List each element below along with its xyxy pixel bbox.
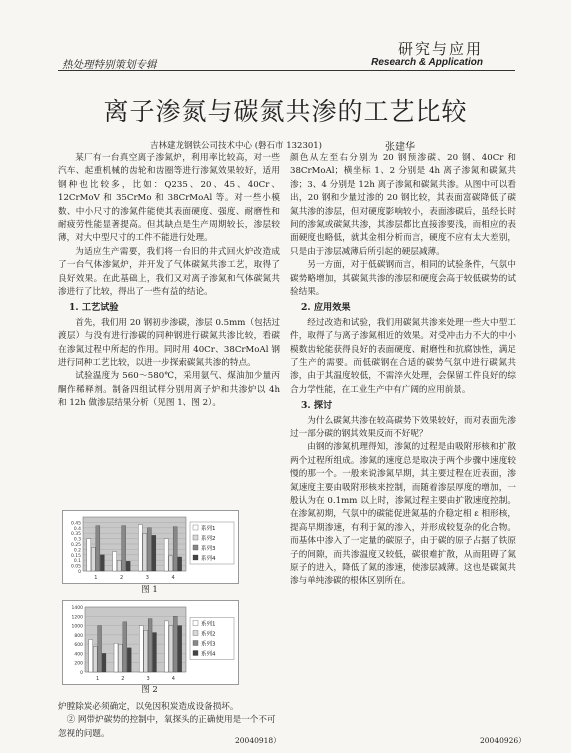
figure-1 [62, 510, 239, 584]
x-tick-label: 3 [145, 575, 149, 581]
bar-系列2 [91, 547, 95, 571]
y-tick-label: 200 [74, 661, 83, 667]
paragraph: ② 网带炉碳势的控制中，氧探头的正确使用是一个不可忽视的问题。 [58, 715, 276, 739]
bar-系列4 [126, 561, 130, 571]
legend-swatch [193, 631, 198, 636]
bar-系列3 [173, 616, 177, 672]
y-tick-label: 800 [74, 633, 83, 639]
header-divider [58, 70, 515, 71]
paragraph: 由钢的渗氮机理得知，渗氮的过程是由吸附形核和扩散两个过程所组成。渗氮的速度总是取决于两个步骤中速度较慢的那一个。一般来说渗氮早期，其主要过程在近表面，渗氮速度主要由吸附形核来控制，而随着渗层厚度的增加，一般认为在 0.1mm 以上时，渗氮过程主要由扩散速度控制。在渗氮初期，气氛中的碳能促进氮基的介稳定相 ε 相形核，提高早期渗速，有利于氮的渗入，并形成较复杂的化合物。而基体中渗入了一定量的碳原子，由于碳的原子占据了铁原子的间隙，而共渗温度又较低，碳很难扩散，从而阻碍了氮原子的进入，降低了氮的渗速，使渗层减薄。这也是碳氮共渗与单纯渗碳的根体区别所在。 [290, 442, 516, 587]
x-tick-label: 1 [94, 575, 98, 581]
legend-swatch [193, 525, 198, 530]
legend-swatch [193, 535, 198, 540]
bar-系列2 [117, 560, 121, 571]
bar-系列2 [118, 644, 122, 672]
x-tick-label: 2 [121, 676, 125, 682]
legend-swatch [193, 545, 198, 550]
author: 张建华 [385, 142, 415, 153]
y-tick-label: 1200 [71, 615, 83, 621]
bar-系列4 [153, 633, 157, 672]
x-tick-label: 3 [146, 676, 150, 682]
right-column [290, 152, 516, 589]
bar-系列3 [173, 527, 177, 571]
bar-系列1 [113, 552, 117, 571]
bar-系列4 [127, 648, 131, 672]
bar-系列3 [96, 526, 100, 571]
bar-系列4 [178, 557, 182, 571]
x-tick-label: 2 [120, 575, 124, 581]
affiliation: 吉林建龙钢铁公司技术中心 (磐石市 132301) [150, 141, 322, 151]
bar-系列1 [165, 621, 169, 672]
received-date-right: 20040926） [480, 736, 526, 745]
y-tick-label: 0.2 [73, 548, 81, 554]
paragraph: 首先，我们用 20 钢初步渗碳，渗层 0.5mm（包括过渡层）与没有进行渗碳的同种钢进行碳氮共渗比较，看碳在渗氮过程中所起的作用。同时用 40Cr、38CrMoAl 钢进行同种工艺比较，以进一步探索碳氮共渗的特点。 [58, 317, 280, 369]
figure-1-chart [63, 511, 238, 583]
figure-2 [62, 600, 239, 685]
bar-系列2 [169, 626, 173, 672]
legend-swatch [193, 555, 198, 560]
y-tick-label: 600 [74, 643, 83, 649]
legend-label: 系列2 [201, 536, 216, 542]
y-tick-label: 0.4 [73, 526, 81, 532]
legend-label: 系列4 [201, 651, 216, 658]
bar-系列4 [178, 626, 182, 672]
bar-系列1 [164, 539, 168, 571]
y-tick-label: 1000 [71, 624, 83, 630]
paragraph: 颜色从左至右分别为 20 钢预渗碳、20 钢、40Cr 和 38CrMoAl；横坐标 1、2 分别是 4h 离子渗氮和碳氮共渗；3、4 分别是 12h 离子渗氮和碳氮共渗。从图中可以看出，20 钢和少量过渗的 20 钢比较，其表面富碳降低了碳氮共渗的渗层，但对硬度影响较小，表面渗碳后，虽经长时间的渗氮或碳氮共渗，其渗层都比直接渗要浅，而相应的表面硬度也略低，就其金相分析而言，硬度不应有太大差别，只是由于渗层减薄后所引起的硬层减薄。 [290, 153, 516, 257]
figure-1-caption: 图 1 [141, 585, 158, 595]
y-tick-label: 0.35 [70, 532, 81, 538]
bar-系列3 [147, 528, 151, 571]
legend-label: 系列4 [201, 556, 216, 562]
y-tick-label: 0.25 [70, 543, 81, 548]
figure-2-caption: 图 2 [141, 685, 158, 695]
bar-系列1 [87, 539, 91, 571]
bar-系列3 [148, 619, 152, 672]
bar-系列1 [114, 643, 118, 672]
section-heading: 1. 工艺试验 [69, 302, 119, 314]
paragraph: 为什么碳氮共渗在较高碳势下效果较好，而对表面先渗过一部分碳的钢其效果反而不好呢？ [290, 415, 516, 439]
journal-header-right-en: Research & Application [371, 57, 483, 68]
legend-label: 系列2 [201, 631, 216, 638]
journal-header-left: 热处理特别策划专辑 [62, 59, 157, 71]
y-tick-label: 0 [80, 671, 83, 676]
legend-label: 系列1 [201, 526, 216, 532]
bar-系列2 [143, 533, 147, 571]
legend-swatch [193, 641, 198, 646]
paragraph: 炉膛除炭必须确定，以免因积炭造成设备损坏。 [58, 702, 239, 712]
bar-系列3 [98, 626, 102, 672]
y-tick-label: 0.15 [70, 553, 81, 559]
y-tick-label: 0.45 [70, 521, 81, 527]
journal-header-right-cn: 研究与应用 [397, 40, 483, 58]
bar-系列1 [89, 640, 93, 673]
bar-系列4 [152, 535, 156, 571]
left-column [58, 152, 280, 411]
bar-系列1 [138, 525, 142, 571]
y-tick-label: 0.3 [73, 537, 81, 543]
paragraph: 试验温度为 560～580℃，采用氨气、煤油加少量丙酮作稀释剂。制备四组试样分别用离子炉和共渗炉以 4h 和 12h 做渗层结果分析（见图 1、图 2）。 [58, 371, 280, 409]
bar-系列2 [144, 630, 148, 672]
legend-swatch [193, 621, 198, 626]
legend-label: 系列3 [201, 546, 216, 552]
y-tick-label: 400 [74, 652, 83, 658]
paragraph: 另一方面，对于低碳钢而言，相同的试验条件，气氛中碳势略增加，其碳氮共渗的渗层和硬度会高于较低碳势的试验结果。 [290, 260, 516, 298]
paragraph: 某厂有一台真空离子渗氮炉，利用率比较高，对一些汽车、起重机械的齿轮和齿圈等进行渗氮效果较好，适用钢种也比较多，比如：Q235、20、45、40Cr、12CrMoV 和 35CrMo 和 38CrMoAl 等。对一些小模数、中小尺寸的渗氮件能使其表面硬度、强度、耐磨性和耐疲劳性能显著提高。但其缺点是生产周期较长，渗层较薄，对大中型尺寸的工件不能进行处理。 [58, 153, 280, 244]
legend-label: 系列3 [201, 641, 216, 648]
article-title: 离子渗氮与碳氮共渗的工艺比较 [103, 97, 468, 126]
bar-系列3 [122, 526, 126, 571]
y-tick-label: 0.1 [73, 559, 81, 565]
bar-系列3 [123, 622, 127, 672]
x-tick-label: 4 [171, 575, 175, 581]
bar-系列2 [169, 556, 173, 571]
bar-系列4 [100, 555, 104, 571]
x-tick-label: 1 [96, 676, 100, 682]
paragraph: 经过改造和试验，我们用碳氮共渗来处理一些大中型工件，取得了与离子渗氮相近的效果。对受冲击力不大的中小模数齿轮能获得良好的表面硬度、耐磨性和抗腐蚀性，满足了生产的需要。而低碳钢在合适的碳势气氛中进行碳氮共渗，由于其温度较低，不需淬火处理，会保留工件良好的综合力学性能，在工业生产中有广阔的应用前景。 [290, 317, 516, 395]
received-date-left: 20040918） [235, 736, 281, 745]
bar-系列4 [102, 653, 106, 672]
x-tick-label: 4 [171, 676, 175, 682]
y-tick-label: 1400 [71, 606, 83, 611]
bar-系列2 [93, 646, 97, 672]
legend-label: 系列1 [201, 621, 216, 628]
y-tick-label: 0.05 [70, 564, 81, 570]
legend-swatch [193, 651, 198, 656]
figure-2-chart [63, 601, 238, 684]
section-heading: 3. 探讨 [301, 400, 333, 412]
y-tick-label: 0 [78, 570, 81, 575]
section-heading: 2. 应用效果 [301, 302, 351, 314]
paragraph: 为适应生产需要，我们将一台旧的井式回火炉改造成了一台气体渗氮炉，并开发了气体碳氮共渗工艺，取得了良好效果。在此基础上，我们又对离子渗氮和气体碳氮共渗进行了比较，得出了一些有益的结论。 [58, 246, 280, 298]
bar-系列1 [139, 626, 143, 672]
